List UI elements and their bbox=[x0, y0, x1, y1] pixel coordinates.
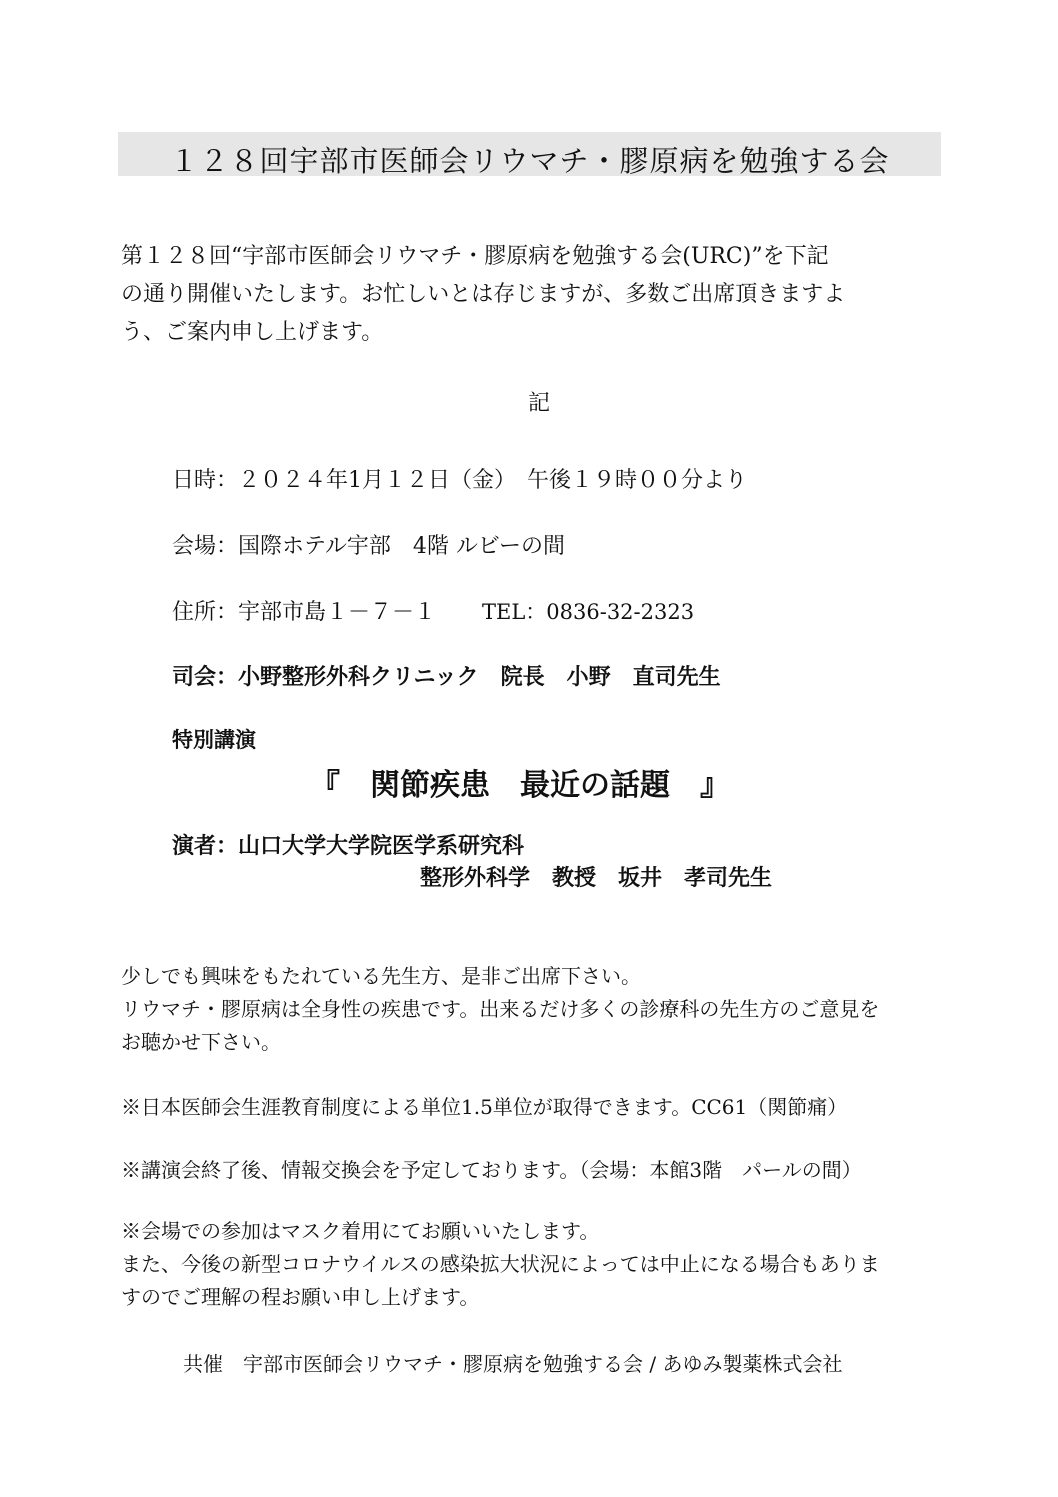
event-address: 住所：宇部市島１－７－１ bbox=[172, 600, 437, 625]
lecture-label: 特別講演 bbox=[172, 728, 256, 752]
speaker-affiliation: 演者：山口大学大学院医学系研究科 bbox=[172, 834, 525, 859]
event-tel: TEL：0836-32-2323 bbox=[482, 600, 695, 624]
exchange-note: ※講演会終了後、情報交換会を予定しております。（会場：本館3階 パールの間） bbox=[121, 1158, 862, 1182]
intro-line: う、ご案内申し上げます。 bbox=[121, 320, 384, 345]
mask-note-line: ※会場での参加はマスク着用にてお願いいたします。 bbox=[121, 1219, 600, 1243]
intro-line: 第１２８回“宇部市医師会リウマチ・膠原病を勉強する会(URC)”を下記 bbox=[121, 244, 829, 269]
invitation-line: リウマチ・膠原病は全身性の疾患です。出来るだけ多くの診療科の先生方のご意見を bbox=[121, 997, 880, 1021]
ki-heading: 記 bbox=[528, 391, 551, 416]
credit-note: ※日本医師会生涯教育制度による単位1.5単位が取得できます。CC61（関節痛） bbox=[121, 1095, 848, 1119]
invitation-paragraph bbox=[121, 960, 947, 1059]
page-title: １２８回宇部市医師会リウマチ・膠原病を勉強する会 bbox=[169, 144, 890, 178]
intro-line: の通り開催いたします。お忙しいとは存じますが、多数ご出席頂きますよ bbox=[121, 282, 846, 307]
invitation-line: 少しでも興味をもたれている先生方、是非ご出席下さい。 bbox=[121, 964, 641, 988]
title-banner bbox=[118, 132, 941, 176]
mask-note bbox=[121, 1215, 947, 1314]
event-moderator: 司会：小野整形外科クリニック 院長 小野 直司先生 bbox=[172, 665, 721, 690]
event-datetime: 日時：２０２４年1月１２日（金） 午後１９時００分より bbox=[172, 468, 747, 493]
intro-paragraph bbox=[121, 238, 947, 352]
mask-note-line: すのでご理解の程お願い申し上げます。 bbox=[121, 1285, 480, 1309]
event-venue: 会場：国際ホテル宇部 4階 ルビーの間 bbox=[172, 534, 566, 559]
invitation-line: お聴かせ下さい。 bbox=[121, 1030, 281, 1054]
speaker-name: 整形外科学 教授 坂井 孝司先生 bbox=[420, 866, 773, 891]
lecture-title: 『 関節疾患 最近の話題 』 bbox=[310, 768, 730, 803]
cohost-footer: 共催 宇部市医師会リウマチ・膠原病を勉強する会 / あゆみ製薬株式会社 bbox=[183, 1352, 843, 1376]
mask-note-line: また、今後の新型コロナウイルスの感染拡大状況によっては中止になる場合もありま bbox=[121, 1252, 880, 1276]
